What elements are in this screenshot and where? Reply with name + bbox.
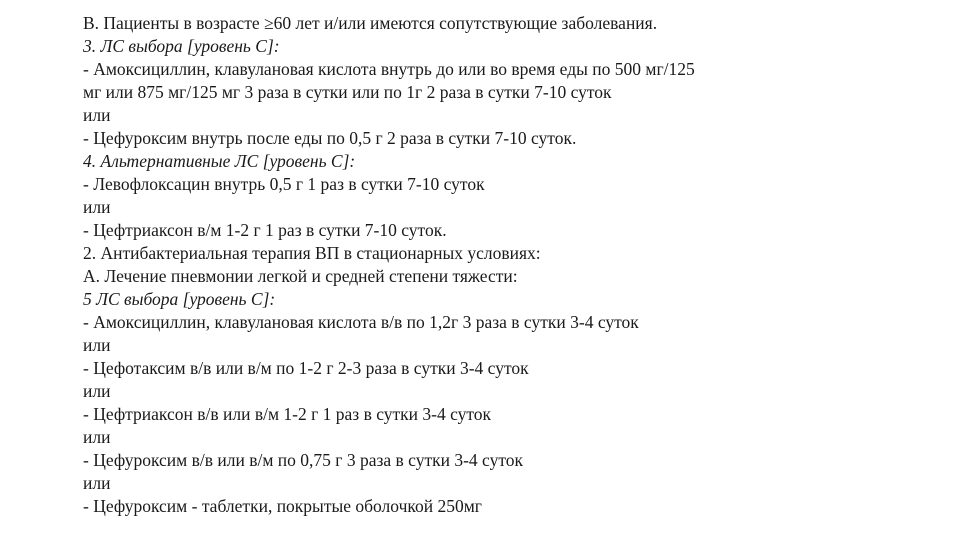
text-line: 4. Альтернативные ЛС [уровень С]:	[83, 151, 356, 171]
text-line: или	[83, 381, 111, 401]
text-line: или	[83, 473, 111, 493]
text-line: 2. Антибактериальная терапия ВП в стационарных условиях:	[83, 243, 541, 263]
text-line: или	[83, 335, 111, 355]
text-line: или	[83, 197, 111, 217]
text-line: - Цефуроксим в/в или в/м по 0,75 г 3 раза в сутки 3-4 суток	[83, 450, 524, 470]
text-line: - Амоксициллин, клавулановая кислота внутрь до или во время еды по 500 мг/125	[83, 59, 695, 79]
text-line: - Амоксициллин, клавулановая кислота в/в по 1,2г 3 раза в сутки 3-4 суток	[83, 312, 639, 332]
text-line: - Левофлоксацин внутрь 0,5 г 1 раз в сутки 7-10 суток	[83, 174, 485, 194]
text-line: В. Пациенты в возрасте ≥60 лет и/или имеются сопутствующие заболевания.	[83, 13, 658, 33]
text-line: - Цефуроксим - таблетки, покрытые оболочкой 250мг	[83, 496, 482, 516]
text-line: - Цефуроксим внутрь после еды по 0,5 г 2 раза в сутки 7-10 суток.	[83, 128, 577, 148]
text-line: или	[83, 427, 111, 447]
text-line: 5 ЛС выбора [уровень С]:	[83, 289, 276, 309]
text-line: - Цефотаксим в/в или в/м по 1-2 г 2-3 раза в сутки 3-4 суток	[83, 358, 529, 378]
text-line: или	[83, 105, 111, 125]
text-line: - Цефтриаксон в/в или в/м 1-2 г 1 раз в сутки 3-4 суток	[83, 404, 492, 424]
text-line: - Цефтриаксон в/м 1-2 г 1 раз в сутки 7-10 суток.	[83, 220, 447, 240]
text-line: А. Лечение пневмонии легкой и средней степени тяжести:	[83, 266, 518, 286]
text-line: 3. ЛС выбора [уровень С]:	[83, 36, 280, 56]
text-line: мг или 875 мг/125 мг 3 раза в сутки или по 1г 2 раза в сутки 7-10 суток	[83, 82, 612, 102]
document-text-block	[83, 12, 943, 518]
